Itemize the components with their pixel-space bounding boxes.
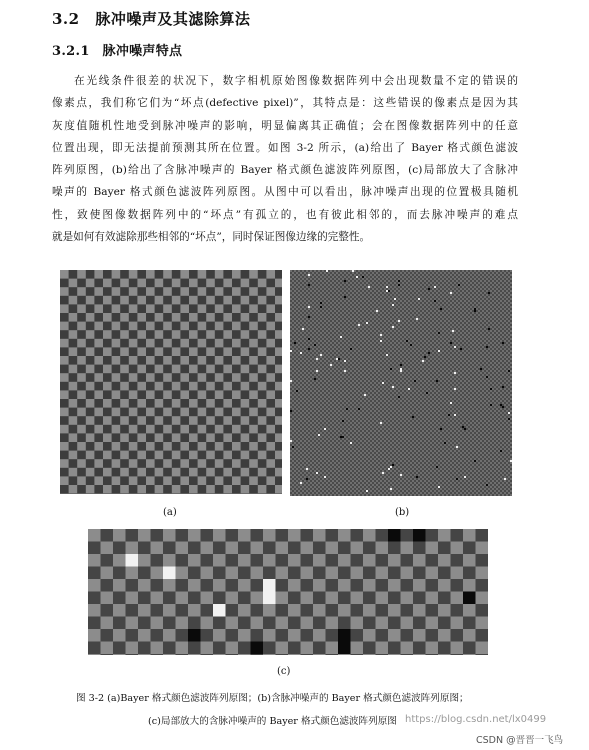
impulse-noise-pixel [454,388,456,390]
impulse-noise-pixel [398,396,400,398]
impulse-noise-pixel [302,328,304,330]
impulse-noise-pixel [392,326,394,328]
impulse-noise-pixel [406,340,408,342]
impulse-noise-pixel [438,486,440,488]
impulse-noise-pixel [440,308,442,310]
figure-c-enlarged-noisy-image [88,529,488,655]
impulse-noise-pixel [488,328,490,330]
impulse-noise-pixel [390,488,392,490]
impulse-noise-pixel [316,370,318,372]
figure-caption-line2: (c)局部放大的含脉冲噪声的 Bayer 格式颜色滤波阵列原图 [148,716,397,727]
impulse-noise-pixel [324,476,326,478]
impulse-noise-pixel [188,629,201,642]
impulse-noise-pixel [450,292,452,294]
impulse-noise-pixel [456,446,458,448]
impulse-noise-pixel [382,382,384,384]
impulse-noise-pixel [418,298,420,300]
impulse-noise-pixel [436,380,438,382]
impulse-noise-pixel [392,304,394,306]
impulse-noise-pixel [350,348,352,350]
impulse-noise-pixel [356,276,358,278]
impulse-noise-pixel [438,350,440,352]
watermark-url: https://blog.csdn.net/lx0499 [405,714,547,725]
section-title: 脉冲噪声及其滤除算法 [95,10,251,28]
impulse-noise-pixel [352,270,354,272]
watermark-credit: CSDN @晋晋一飞鸟 [476,732,563,746]
impulse-noise-pixel [382,472,384,474]
paragraph-line: 像素点，我们称它们为“坏点(defective pixel)”，其特点是：这些错误的像素点是因为其 [52,97,518,110]
impulse-noise-pixel [386,290,388,292]
impulse-noise-pixel [300,352,302,354]
impulse-noise-pixel [398,284,400,286]
paragraph-line: 在光线条件很差的状况下，数字相机原始图像数据阵列中会出现数量不定的错误的 [74,75,518,87]
impulse-noise-pixel [290,440,292,442]
impulse-noise-pixel [386,354,388,356]
impulse-noise-pixel [358,324,360,326]
impulse-noise-pixel [508,412,510,414]
impulse-noise-pixel [336,358,338,360]
impulse-noise-pixel [450,342,452,344]
impulse-noise-pixel [316,472,318,474]
impulse-noise-pixel [454,346,456,348]
impulse-noise-pixel [422,360,424,362]
impulse-noise-pixel [486,484,488,486]
impulse-noise-pixel [388,529,401,542]
impulse-noise-pixel [386,286,388,288]
impulse-noise-pixel [394,298,396,300]
impulse-noise-pixel [480,368,482,370]
impulse-noise-pixel [444,442,446,444]
impulse-noise-pixel [290,350,292,352]
impulse-noise-pixel [458,284,460,286]
impulse-noise-pixel [338,629,351,642]
section-number: 3.2 [52,10,80,28]
impulse-noise-pixel [454,372,456,374]
impulse-noise-pixel [426,392,428,394]
impulse-noise-pixel [388,468,390,470]
impulse-noise-pixel [308,348,310,350]
impulse-noise-pixel [474,308,476,310]
impulse-noise-pixel [428,352,430,354]
section-heading [52,8,250,29]
paragraph-line: 噪声的 Bayer 格式颜色滤波阵列原图。从图中可以看出，脉冲噪声出现的位置极具随机 [52,186,518,199]
impulse-noise-pixel [366,490,368,492]
impulse-noise-pixel [364,394,366,396]
impulse-noise-pixel [344,360,346,362]
impulse-noise-pixel [366,322,368,324]
impulse-noise-pixel [390,368,392,370]
impulse-noise-pixel [390,466,392,468]
impulse-noise-pixel [296,390,298,392]
impulse-noise-pixel [416,476,418,478]
impulse-noise-pixel [462,426,464,428]
impulse-noise-pixel [450,402,452,404]
impulse-noise-pixel [400,474,402,476]
impulse-noise-pixel [306,478,308,480]
impulse-noise-pixel [428,288,430,290]
paragraph-line: 灰度值随机性地受到脉冲噪声的影响，明显偏离其正确值；会在图像数据阵列中的任意 [52,119,518,132]
impulse-noise-pixel [508,370,510,372]
impulse-noise-pixel [486,346,488,348]
impulse-noise-pixel [318,434,320,436]
impulse-noise-pixel [251,642,264,655]
impulse-noise-pixel [488,292,490,294]
impulse-noise-pixel [376,310,378,312]
impulse-noise-pixel [434,300,436,302]
impulse-noise-pixel [463,592,476,605]
figure-b-noisy-bayer-image [290,270,512,496]
impulse-noise-pixel [438,332,440,334]
impulse-noise-pixel [510,460,512,462]
impulse-noise-pixel [320,306,322,308]
impulse-noise-pixel [504,478,506,480]
paragraph-line: 位置出现，即无法提前预测其所在位置。如图 3-2 所示，(a)给出了 Bayer 格式颜色滤波 [52,141,518,154]
impulse-noise-pixel [316,358,318,360]
impulse-noise-pixel [380,422,382,424]
impulse-noise-pixel [502,406,504,408]
impulse-noise-pixel [436,466,438,468]
subsection-heading [52,40,182,59]
impulse-noise-pixel [330,364,332,366]
figure-a-label: (a) [163,507,177,518]
impulse-noise-pixel [342,436,344,438]
impulse-noise-pixel [502,342,504,344]
impulse-noise-pixel [324,428,326,430]
impulse-noise-pixel [486,376,488,378]
impulse-noise-pixel [362,276,364,278]
impulse-noise-pixel [320,302,322,304]
paragraph-line: 性，致使图像数据阵列中的“坏点”有孤立的，也有彼此相邻的，而去脉冲噪声的难点 [52,208,518,221]
impulse-noise-pixel [500,404,502,406]
impulse-noise-pixel [380,340,382,342]
impulse-noise-pixel [314,378,316,380]
impulse-noise-pixel [308,284,310,286]
impulse-noise-pixel [213,604,226,617]
impulse-noise-pixel [452,330,454,332]
impulse-noise-pixel [300,482,302,484]
body-paragraph [52,70,518,248]
impulse-noise-pixel [294,342,296,344]
impulse-noise-pixel [342,420,344,422]
impulse-noise-pixel [350,442,352,444]
impulse-noise-pixel [398,320,400,322]
impulse-noise-pixel [414,380,416,382]
impulse-noise-pixel [502,386,504,388]
impulse-noise-pixel [344,296,346,298]
impulse-noise-pixel [314,344,316,346]
impulse-noise-pixel [126,554,139,567]
impulse-noise-pixel [306,468,308,470]
impulse-noise-pixel [410,344,412,346]
impulse-noise-pixel [290,380,292,382]
impulse-noise-pixel [460,348,462,350]
paragraph-line: 阵列原图，(b)给出了含脉冲噪声的 Bayer 格式颜色滤波阵列原图，(c)局部放大了含脉冲 [52,164,518,177]
impulse-noise-pixel [263,592,276,605]
impulse-noise-pixel [424,356,426,358]
impulse-noise-pixel [340,336,342,338]
impulse-noise-pixel [400,364,402,366]
impulse-noise-pixel [490,388,492,390]
impulse-noise-pixel [500,450,502,452]
impulse-noise-pixel [358,408,360,410]
impulse-noise-pixel [434,286,436,288]
impulse-noise-pixel [290,410,292,412]
impulse-noise-pixel [344,370,346,372]
impulse-noise-pixel [338,642,351,655]
impulse-noise-pixel [413,529,426,542]
impulse-noise-pixel [320,354,322,356]
impulse-noise-pixel [474,310,476,312]
impulse-noise-pixel [308,338,310,340]
impulse-noise-pixel [263,579,276,592]
impulse-noise-pixel [368,286,370,288]
impulse-noise-pixel [440,428,442,430]
subsection-number: 3.2.1 [52,44,90,59]
impulse-noise-pixel [400,368,402,370]
impulse-noise-pixel [464,476,466,478]
figure-c-label: (c) [277,666,291,677]
impulse-noise-pixel [392,386,394,388]
impulse-noise-pixel [308,316,310,318]
impulse-noise-pixel [400,370,402,372]
figure-caption-line1: 图 3-2 (a)Bayer 格式颜色滤波阵列原图；(b)含脉冲噪声的 Bayer 格式颜色滤波阵列原图； [76,693,469,704]
impulse-noise-pixel [456,478,458,480]
impulse-noise-pixel [326,270,328,272]
impulse-noise-pixel [448,414,450,416]
impulse-noise-pixel [508,418,510,420]
impulse-noise-pixel [454,414,456,416]
impulse-noise-pixel [344,280,346,282]
figure-a-bayer-image [60,270,282,494]
impulse-noise-pixel [416,318,418,320]
impulse-noise-pixel [398,280,400,282]
impulse-noise-pixel [380,334,382,336]
impulse-noise-pixel [346,408,348,410]
impulse-noise-pixel [392,464,394,466]
impulse-noise-pixel [464,428,466,430]
impulse-noise-pixel [163,567,176,580]
impulse-noise-pixel [340,436,342,438]
impulse-noise-pixel [308,306,310,308]
impulse-noise-pixel [292,446,294,448]
impulse-noise-pixel [308,274,310,276]
impulse-noise-pixel [474,460,476,462]
figure-b-label: (b) [395,507,410,518]
impulse-noise-pixel [338,358,340,360]
subsection-title: 脉冲噪声特点 [102,44,183,59]
impulse-noise-pixel [408,388,410,390]
impulse-noise-pixel [388,290,390,292]
impulse-noise-pixel [412,416,414,418]
impulse-noise-pixel [490,404,492,406]
paragraph-line: 就是如何有效滤除那些相邻的“坏点”，同时保证图像边缘的完整性。 [52,231,371,244]
